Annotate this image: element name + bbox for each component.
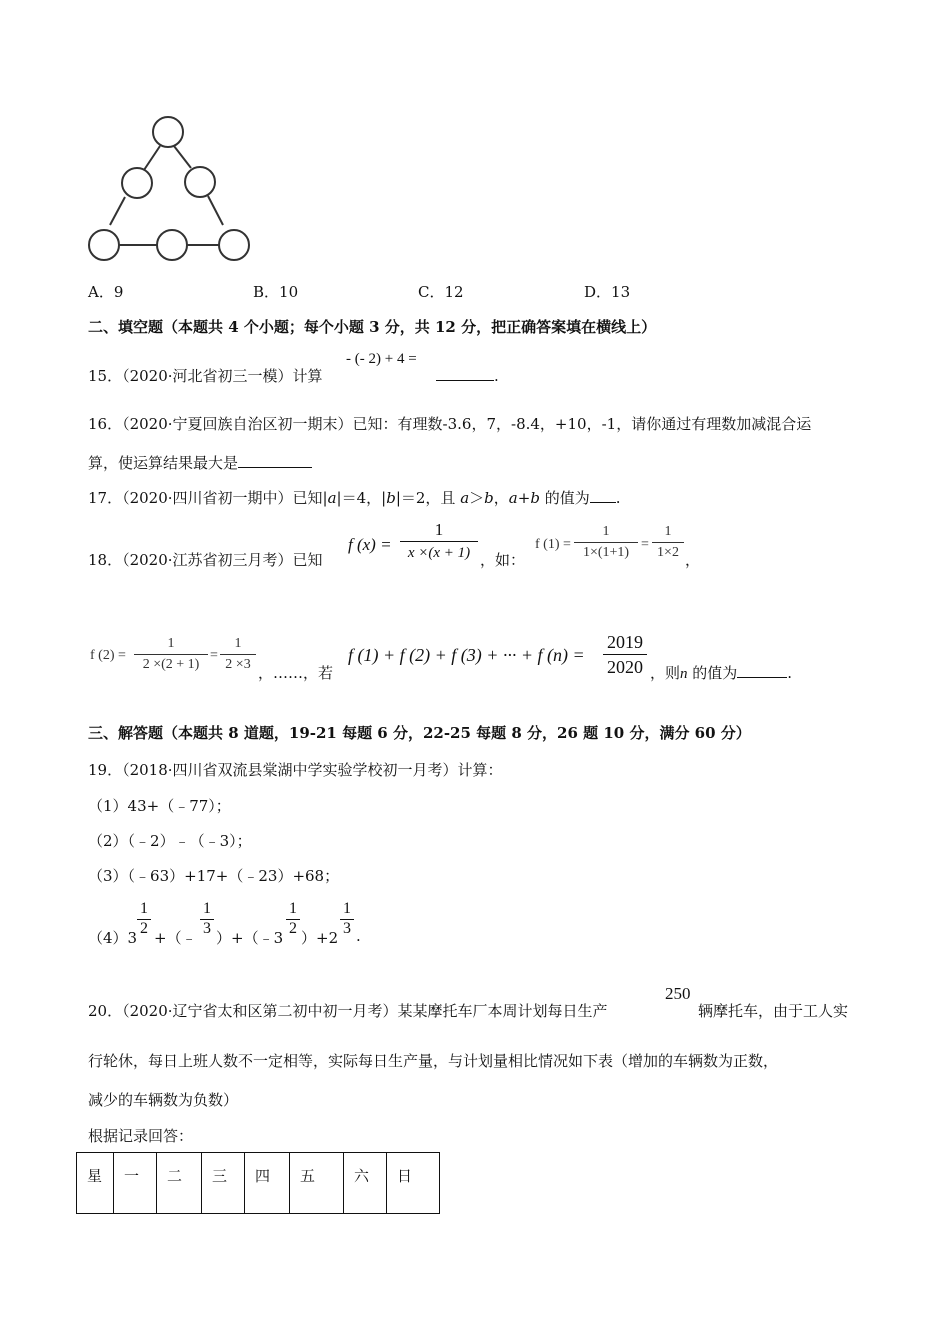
q20-line1a: 20．（2020·辽宁省太和区第二初中初一月考）某某摩托车厂本周计划每日生产 xyxy=(88,1002,608,1020)
q18-f2-fraction xyxy=(134,634,208,675)
q19-part4-end: . xyxy=(356,927,361,945)
figure-circle-right-mid xyxy=(185,167,215,197)
q18-f1-fraction xyxy=(574,522,638,563)
q18-sum: f (1) + f (2) + f (3) + ··· + f (n) = xyxy=(348,645,585,665)
q18-fx-numerator: 1 xyxy=(400,519,478,542)
q18-f1-numerator-2: 1 xyxy=(652,522,684,543)
q19-part2: （2）（﹣2）﹣（﹣3）； xyxy=(88,832,252,850)
q18-f2-denominator: 2 ×(2 + 1) xyxy=(142,657,200,672)
figure-circle-top xyxy=(153,117,183,147)
q19-frac-1-2: $\frac{1}{2}$ xyxy=(137,899,151,938)
q19-frac-1-3: $\frac{1}{3}$ xyxy=(200,899,214,938)
table-row xyxy=(77,1153,440,1214)
option-b: B．10 xyxy=(253,283,299,301)
table-header-cell: 星 xyxy=(77,1153,114,1214)
q18-f2-numerator-2: 1 xyxy=(220,634,256,655)
q19-part3: （3）（﹣63）+17+（﹣23）+68； xyxy=(88,867,340,885)
q18-f2: f (2) = xyxy=(90,648,126,663)
q18-f1-eq: = xyxy=(641,537,649,552)
table-header-cell: 五 xyxy=(290,1153,344,1214)
q18-f1-fraction-2 xyxy=(652,522,684,563)
q19-part4-label: （4）3 xyxy=(88,929,138,947)
figure-circle-bottom-left xyxy=(89,230,119,260)
table-header-cell: 一 xyxy=(114,1153,157,1214)
figure-circle-left-mid xyxy=(122,168,152,198)
q18-f1: f (1) = xyxy=(535,537,571,552)
q16-line1: 16．（2020·宁夏回族自治区初一期末）已知：有理数-3.6，7，-8.4，+10，-1，请你通过有理数加减混合运 xyxy=(88,415,812,433)
q16-answer-blank xyxy=(238,453,312,468)
q18-sum-fraction xyxy=(603,630,647,679)
circle-triangle-figure xyxy=(80,110,260,270)
q18-sum-numerator: 2019 xyxy=(603,630,647,655)
q20-number: 250 xyxy=(665,984,691,1003)
figure-circle-bottom-right xyxy=(219,230,249,260)
figure-circle-bottom-mid xyxy=(157,230,187,260)
table-header-cell: 二 xyxy=(157,1153,202,1214)
q18-fx-fraction xyxy=(400,519,478,564)
q15-suffix: . xyxy=(494,367,499,385)
q18-answer-blank xyxy=(737,663,787,678)
q18-dots: ，……，若 xyxy=(258,664,334,682)
q19-part4-mid: ）+（﹣3 xyxy=(216,929,284,947)
q18-f1-denominator: 1×(1+1) xyxy=(582,545,630,560)
q18-f2-eq: = xyxy=(210,648,218,663)
q20-line3: 减少的车辆数为负数） xyxy=(88,1091,239,1109)
q16-line2: 算，使运算结果最大是 xyxy=(88,452,312,473)
q20-line4: 根据记录回答： xyxy=(88,1127,194,1145)
q18-sum-denominator: 2020 xyxy=(607,657,643,677)
q18-f2-denominator-2: 2 ×3 xyxy=(225,657,251,672)
q18-fx-denominator: x ×(x + 1) xyxy=(407,545,471,561)
q15-answer-blank xyxy=(436,366,499,385)
table-header-cell: 六 xyxy=(344,1153,387,1214)
q19-frac-1-2-b: $\frac{1}{2}$ xyxy=(286,899,300,938)
option-d: D．13 xyxy=(584,283,631,301)
q15-prefix: 15．（2020·河北省初三一模）计算 xyxy=(88,367,323,385)
q18-f2-numerator: 1 xyxy=(134,634,208,655)
section3-heading: 三、解答题（本题共 8 道题，19-21 每题 6 分，22-25 每题 8 分，26 题 10 分，满分 60 分） xyxy=(88,724,751,742)
q17-answer-blank xyxy=(590,488,616,503)
q18-fx: f (x) = xyxy=(348,535,392,554)
q19-frac-1-3-b: $\frac{1}{3}$ xyxy=(340,899,354,938)
q18-prefix: 18．（2020·江苏省初三月考）已知 xyxy=(88,551,323,569)
q19-part4-plus1: +（﹣ xyxy=(154,929,197,947)
q18-tail: ，则n 的值为 . xyxy=(650,664,793,682)
q20-table xyxy=(76,1152,440,1214)
q18-f1-denominator-2: 1×2 xyxy=(657,545,679,560)
q19-part4-tail: ）+2 xyxy=(301,929,339,947)
q18-comma: ， xyxy=(685,551,701,569)
q20-line1b: 辆摩托车，由于工人实 xyxy=(698,1002,849,1020)
q18-ru: ，如： xyxy=(480,551,526,569)
option-c: C．12 xyxy=(418,283,464,301)
q19-title: 19．（2018·四川省双流县棠湖中学实验学校初一月考）计算： xyxy=(88,761,503,779)
option-a: A．9 xyxy=(88,283,124,301)
q18-f2-fraction-2 xyxy=(220,634,256,675)
table-header-cell: 日 xyxy=(387,1153,440,1214)
q17-text: 17．（2020·四川省初一期中）已知|a|＝4，|b|＝2，且 a＞b，a+b 的值为 . xyxy=(88,489,621,507)
table-header-cell: 三 xyxy=(202,1153,245,1214)
q19-part1: （1）43+（﹣77）； xyxy=(88,797,231,815)
table-header-cell: 四 xyxy=(245,1153,290,1214)
section2-heading: 二、填空题（本题共 4 个小题；每个小题 3 分，共 12 分，把正确答案填在横线上） xyxy=(88,318,657,336)
q15-expression: - (- 2) + 4 = xyxy=(346,351,417,367)
q18-f1-numerator: 1 xyxy=(574,522,638,543)
q20-line2: 行轮休，每日上班人数不一定相等，实际每日生产量，与计划量相比情况如下表（增加的车辆数为正数， xyxy=(88,1052,779,1070)
